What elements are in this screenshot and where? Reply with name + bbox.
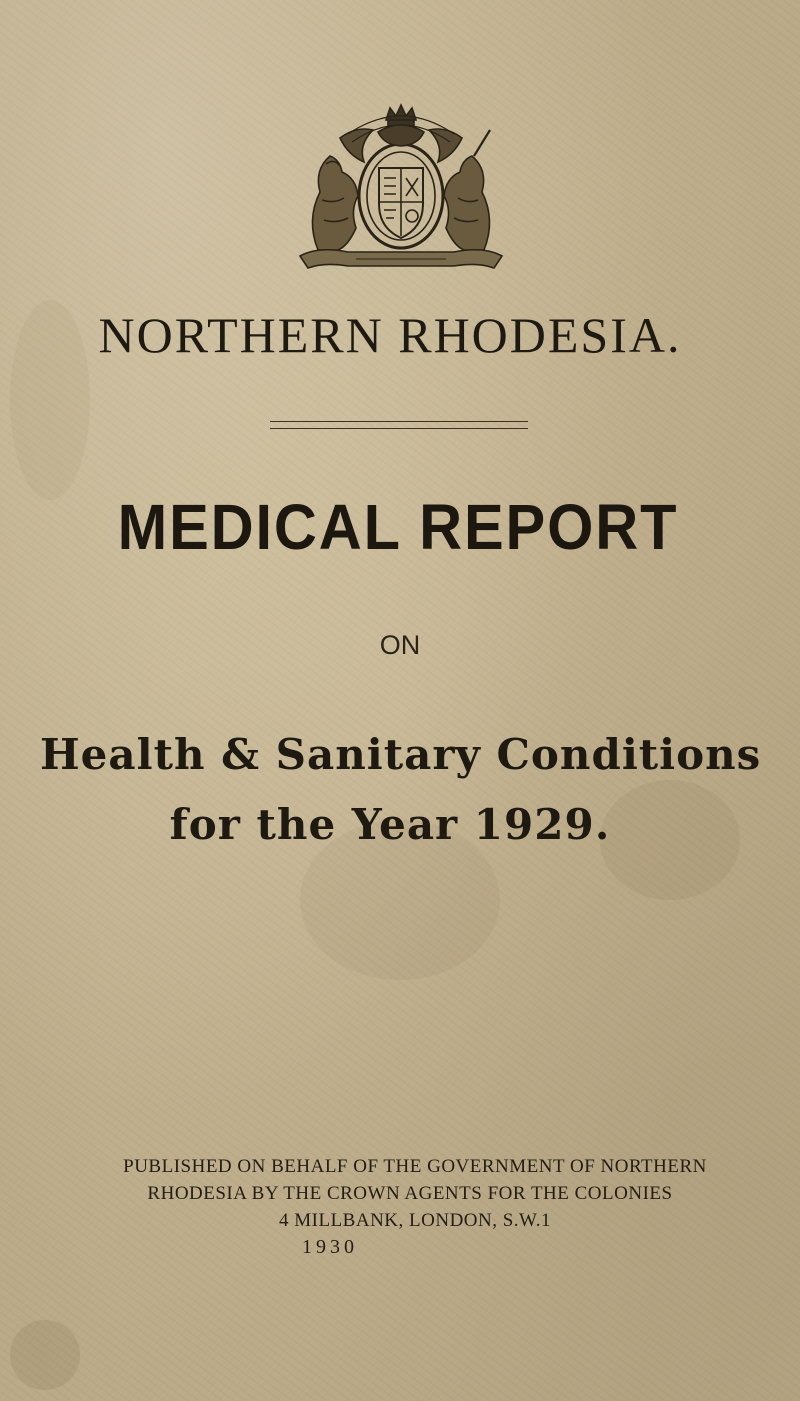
report-title: MEDICAL REPORT (117, 491, 679, 563)
publisher-line-2: RHODESIA BY THE CROWN AGENTS FOR THE COLONIES (147, 1183, 673, 1204)
on-word: ON (379, 630, 421, 660)
publisher-line-1: PUBLISHED ON BEHALF OF THE GOVERNMENT OF NORTHERN (123, 1156, 707, 1177)
region-title: NORTHERN RHODESIA. (98, 307, 682, 363)
double-rule-divider (270, 421, 528, 429)
subject-line-2: for the Year 1929. (169, 800, 611, 849)
subject-line-1: Health & Sanitary Conditions (40, 730, 762, 779)
publisher-address: 4 MILLBANK, LONDON, S.W.1 (279, 1210, 551, 1231)
publication-year: 1930 (302, 1236, 358, 1258)
royal-coat-of-arms-icon (278, 100, 524, 272)
